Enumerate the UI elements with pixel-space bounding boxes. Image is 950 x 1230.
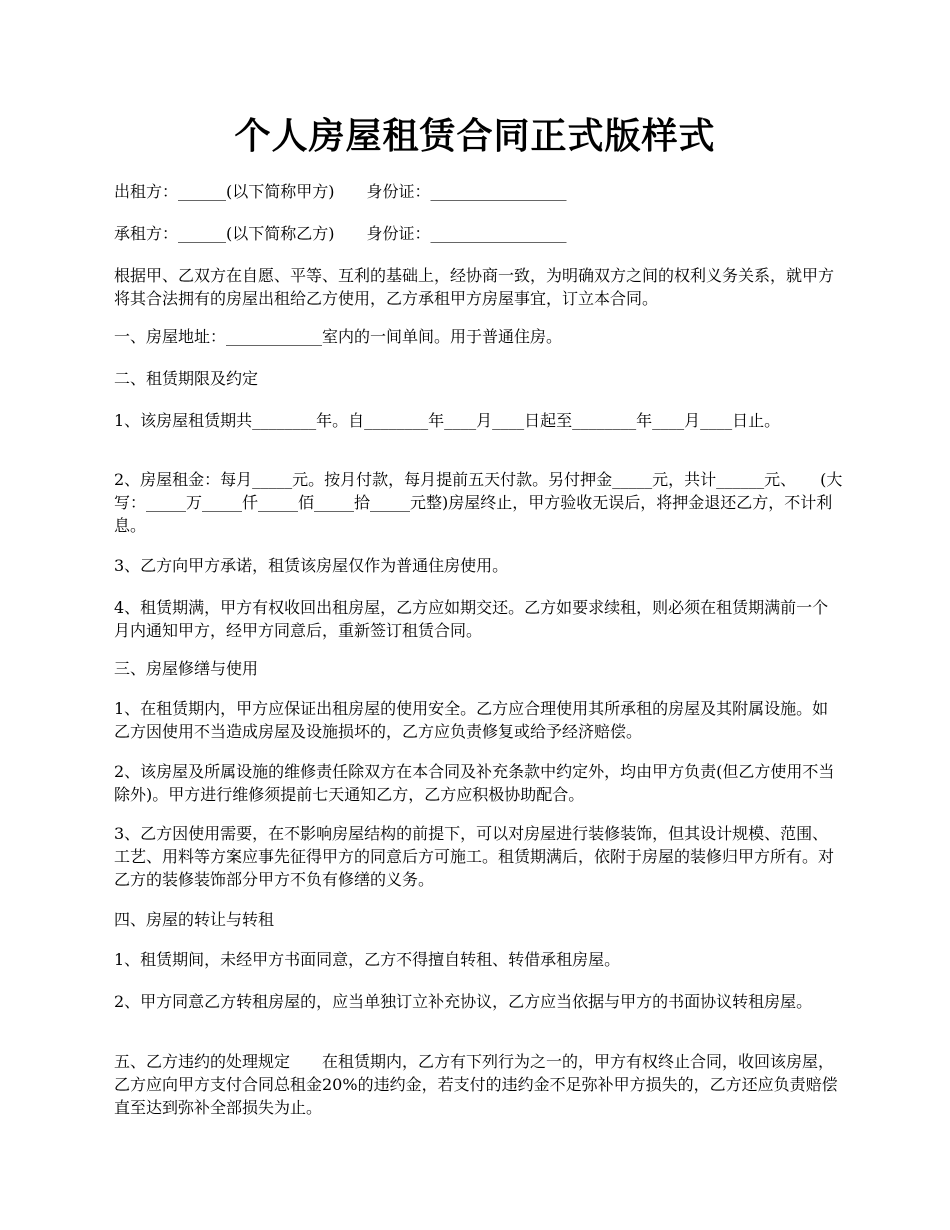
- section-5-breach: 五、乙方违约的处理规定 在租赁期内，乙方有下列行为之一的，甲方有权终止合同，收回该房屋，乙方应向甲方支付合同总租金20%的违约金，若支付的违约金不足弥补甲方损失的，乙方还应负责赔偿直至达到弥补全部损失为止。: [114, 1052, 838, 1117]
- preamble-paragraph: 根据甲、乙双方在自愿、平等、互利的基础上，经协商一致，为明确双方之间的权利义务关系，就甲方将其合法拥有的房屋出租给乙方使用，乙方承租甲方房屋事宜，订立本合同。: [114, 266, 835, 308]
- section-3-heading: 三、房屋修缮与使用: [114, 659, 259, 678]
- section-2-heading: 二、租赁期限及约定: [114, 369, 259, 388]
- section-4-heading: 四、房屋的转让与转租: [114, 910, 275, 929]
- document-title: 个人房屋租赁合同正式版样式: [234, 115, 716, 157]
- clause-3-2: 2、该房屋及所属设施的维修责任除双方在本合同及补充条款中约定外，均由甲方负责(但乙方使用不当除外)。甲方进行维修须提前七天通知乙方，乙方应积极协助配合。: [114, 762, 835, 804]
- clause-4-2: 2、甲方同意乙方转租房屋的，应当单独订立补充协议，乙方应当依据与甲方的书面协议转租房屋。: [114, 992, 813, 1011]
- clause-2-2: 2、房屋租金：每月_____元。按月付款，每月提前五天付款。另付押金_____元，共计______元、 (大写：_____万_____仟_____佰_____拾_____元整)房屋终止，甲方验收无误后，将押金退还乙方，不计利息。: [114, 470, 843, 535]
- clause-2-3: 3、乙方向甲方承诺，租赁该房屋仅作为普通住房使用。: [114, 556, 509, 575]
- section-1-address: 一、房屋地址：____________室内的一间单间。用于普通住房。: [114, 327, 563, 346]
- clause-2-4: 4、租赁期满，甲方有权收回出租房屋，乙方应如期交还。乙方如要求续租，则必须在租赁期满前一个月内通知甲方，经甲方同意后，重新签订租赁合同。: [114, 598, 829, 640]
- clause-3-1: 1、在租赁期内，甲方应保证出租房屋的使用安全。乙方应合理使用其所承租的房屋及其附属设施。如乙方因使用不当造成房屋及设施损坏的，乙方应负责修复或给予经济赔偿。: [114, 699, 829, 741]
- clause-3-3: 3、乙方因使用需要，在不影响房屋结构的前提下，可以对房屋进行装修装饰，但其设计规模、范围、工艺、用料等方案应事先征得甲方的同意后方可施工。租赁期满后，依附于房屋的装修归甲方所有。对乙方的装修装饰部分甲方不负有修缮的义务。: [114, 824, 835, 889]
- clause-4-1: 1、租赁期间，未经甲方书面同意，乙方不得擅自转租、转借承租房屋。: [114, 950, 621, 969]
- lessee-line: 承租方：______(以下简称乙方) 身份证：_________________: [114, 224, 567, 243]
- clause-2-1: 1、该房屋租赁期共________年。自________年____月____日起至________年____月____日止。: [114, 411, 781, 430]
- lessor-line: 出租方：______(以下简称甲方) 身份证：_________________: [114, 182, 567, 201]
